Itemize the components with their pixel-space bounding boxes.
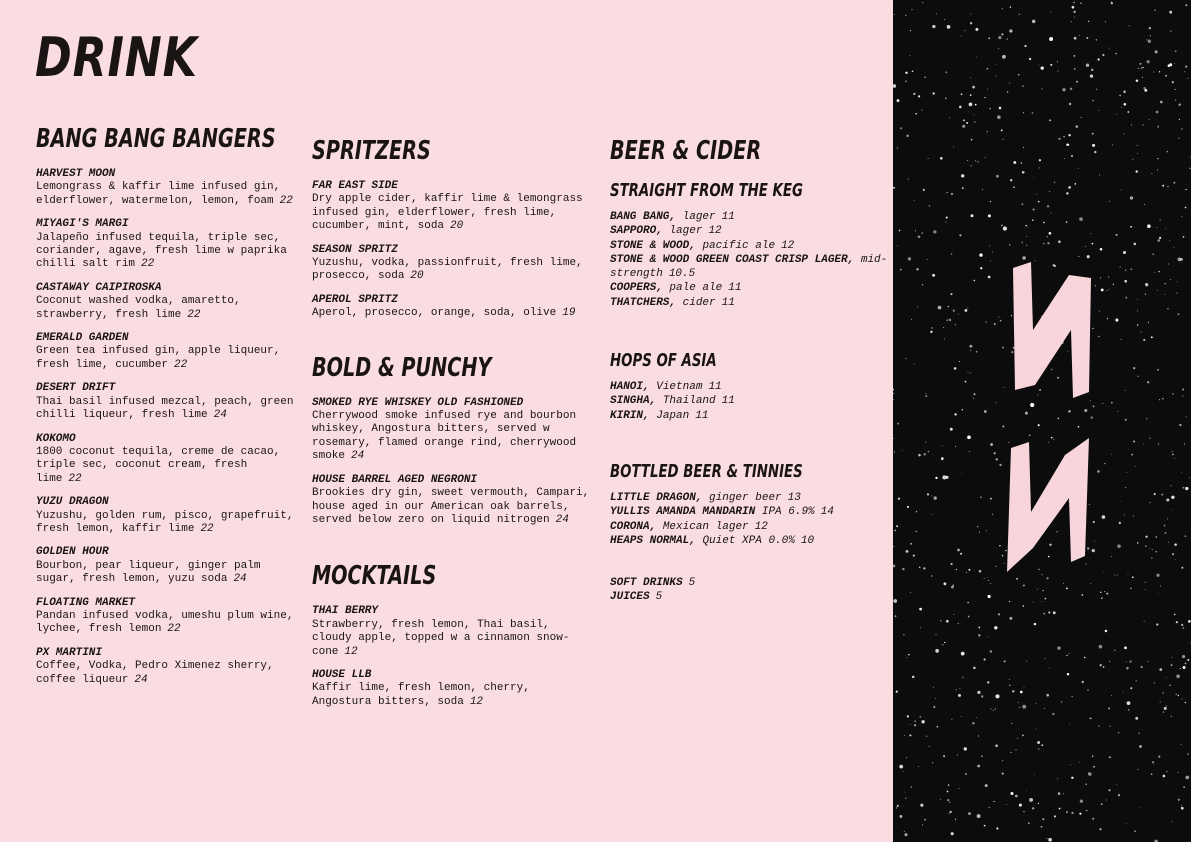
beer-price: 11 [695,409,709,422]
beer-name: LITTLE DRAGON, [610,491,703,504]
side-panel [893,0,1191,842]
beer-style: Mexican lager [662,520,749,533]
menu-item [36,597,296,637]
item-name: PX MARTINI [36,646,103,659]
beer-style: Quiet XPA 0.0% [702,534,795,547]
beer-item [610,505,888,519]
item-name: MIYAGI'S MARGI [36,218,129,231]
item-description: Cherrywood smoke infused rye and bourbon whiskey, Angostura bitters, served w rosemary, flamed orange rind, cherrywood smoke [312,410,577,463]
menu-item [36,433,296,487]
item-description: Thai basil infused mezcal, peach, green chilli liqueur, fresh lime [36,395,294,422]
menu-item [312,180,592,234]
item-price: 22 [174,358,188,371]
subheading-bottled: BOTTLED BEER & TINNIES [610,460,803,482]
beer-item [610,296,888,310]
bangers-list [36,168,296,687]
menu-item [36,382,296,422]
item-name: SMOKED RYE WHISKEY OLD FASHIONED [312,396,524,409]
menu-item [312,397,592,464]
item-price: 22 [167,623,181,636]
beer-style: Japan [656,409,690,422]
item-price: 24 [213,409,227,422]
item-price: 22 [200,522,214,535]
menu-item [312,605,592,659]
item-name: DESERT DRIFT [36,382,116,395]
menu-item [36,282,296,322]
beer-name: THATCHERS, [610,296,677,309]
beer-name: SINGHA, [610,395,657,408]
subheading-keg: STRAIGHT FROM THE KEG [610,180,803,201]
item-name: GOLDEN HOUR [36,546,109,559]
beer-price: 10 [800,534,815,547]
beer-item [610,520,888,534]
other-item [610,590,888,604]
item-description: Coconut washed vodka, amaretto, strawberry, fresh lime [36,295,241,321]
item-name: APEROL SPRITZ [312,293,398,306]
item-description: Jalapeño infused tequila, triple sec, coriander, agave, fresh lime w paprika chilli salt rim [36,231,287,271]
subheading-hops-of-asia: HOPS OF ASIA [610,350,717,372]
item-name: YUZU DRAGON [36,496,109,509]
beer-item [610,210,888,224]
beer-item [610,534,888,548]
beer-price: 11 [728,282,742,295]
spritzers-list [312,180,592,321]
beer-name: HEAPS NORMAL, [610,534,696,547]
item-price: 22 [279,194,293,207]
section-heading-bold-punchy: BOLD & PUNCHY [312,352,492,383]
item-description: Yuzushu, golden rum, pisco, grapefruit, fresh lemon, kaffir lime [36,509,294,535]
beer-item [610,491,888,505]
item-price: 22 [187,308,201,321]
column-cocktails [36,124,296,697]
item-price: 24 [134,673,148,686]
spacer [610,423,888,461]
beer-style: lager [682,211,716,223]
beer-style: ginger beer [709,491,782,504]
beer-style: pacific ale [702,239,776,252]
other-price: 5 [655,591,663,604]
item-description: Brookies dry gin, sweet vermouth, Campari, house aged in our American oak barrels, served below zero on liquid nitrogen [312,487,590,526]
item-description: Aperol, prosecco, orange, soda, olive [312,307,557,320]
item-name: FLOATING MARKET [36,596,136,609]
item-name: SEASON SPRITZ [312,243,398,256]
menu-item [312,244,592,284]
beer-item [610,409,888,423]
item-price: 24 [233,573,247,586]
item-description: Strawberry, fresh lemon, Thai basil, cloudy apple, topped w a cinnamon snow-cone [312,618,570,658]
beer-price: 11 [708,381,722,394]
page-title: DRINK [35,26,198,89]
item-description: Yuzushu, vodka, passionfruit, fresh lime, prosecco, soda [312,257,583,283]
beer-price: 13 [787,491,801,504]
beer-price: 11 [721,296,735,309]
beer-style: lager [669,225,703,238]
item-price: 24 [555,513,569,526]
beer-name: CORONA, [610,520,657,533]
item-name: EMERALD GARDEN [36,332,129,345]
item-price: 12 [344,645,358,658]
item-name: THAI BERRY [312,605,379,618]
beer-name: KIRIN, [610,409,650,422]
item-description: 1800 coconut tequila, creme de cacao, triple sec, coconut cream, fresh lime [36,445,281,485]
beer-style: Vietnam [656,381,703,394]
beer-style: mid-strength [610,253,888,281]
mocktails-list [312,605,592,709]
bold-punchy-list [312,397,592,528]
double-lightning-logo-icon [893,0,1191,842]
other-drinks-list [610,576,888,605]
beer-name: HANOI, [610,381,650,394]
other-name: SOFT DRINKS [610,577,683,590]
item-name: CASTAWAY CAIPIROSKA [36,281,162,294]
item-price: 22 [68,472,82,485]
menu-item [36,647,296,687]
beer-name: BANG BANG, [610,211,677,223]
item-name: HOUSE BARREL AGED NEGRONI [312,473,478,486]
item-description: Bourbon, pear liqueur, ginger palm sugar, fresh lemon, yuzu soda [36,559,261,586]
beer-name: YULLIS AMANDA MANDARIN [610,506,756,519]
other-item [610,576,888,590]
beer-name: SAPPORO, [610,225,663,238]
menu-item [36,496,296,536]
beer-item [610,224,888,238]
beer-item [610,394,888,408]
item-price: 12 [469,695,484,708]
section-heading-bang-bang-bangers: BANG BANG BANGERS [36,124,276,154]
section-heading-mocktails: MOCKTAILS [312,561,437,592]
item-price: 22 [141,258,155,271]
item-name: HARVEST MOON [36,168,116,180]
menu-item [312,669,592,709]
beer-style: pale ale [669,282,723,295]
beer-price: 11 [721,395,735,408]
item-price: 24 [351,450,365,463]
menu-item [36,218,296,272]
item-description: Pandan infused vodka, umeshu plum wine, lychee, fresh lemon [36,609,294,636]
item-description: Lemongrass & kaffir lime infused gin, elderflower, watermelon, lemon, foam [36,181,281,207]
lightning-bolt-upper [1013,262,1091,398]
item-description: Kaffir lime, fresh lemon, cherry, Angostura bitters, soda [312,682,530,708]
item-name: FAR EAST SIDE [312,180,398,192]
column-beer-cider [610,136,888,605]
item-description: Green tea infused gin, apple liqueur, fresh lime, cucumber [36,345,281,371]
keg-list [610,210,888,310]
other-name: JUICES [610,591,650,604]
item-description: Dry apple cider, kaffir lime & lemongrass infused gin, elderflower, fresh lime, cucumber, mint, soda [312,193,583,233]
beer-price: 10.5 [668,268,696,281]
beer-price: 12 [708,225,722,238]
beer-price: 12 [781,239,795,252]
menu-item [36,168,296,208]
item-description: Coffee, Vodka, Pedro Ximenez sherry, coffee liqueur [36,660,274,686]
column-spritzers [312,136,592,719]
beer-price: 11 [721,211,735,223]
beer-name: COOPERS, [610,282,663,295]
spacer [610,310,888,350]
item-price: 19 [562,307,576,320]
item-price: 20 [410,270,424,283]
beer-price: 12 [754,520,768,533]
beer-item [610,239,888,253]
item-name: HOUSE LLB [312,668,372,681]
menu-item [36,332,296,372]
menu-item [36,546,296,586]
beer-item [610,253,888,282]
section-heading-spritzers: SPRITZERS [312,136,431,166]
beer-price: 14 [820,506,834,519]
hops-list [610,380,888,423]
beer-style: cider [682,296,716,309]
item-price: 20 [450,220,464,233]
spacer [312,331,592,353]
beer-style: IPA 6.9% [761,506,815,519]
menu-item [312,294,592,321]
beer-name: STONE & WOOD, [610,239,696,252]
beer-item [610,281,888,295]
bottled-list [610,491,888,548]
beer-style: Thailand [662,395,716,408]
spacer [312,537,592,561]
other-price: 5 [688,577,696,590]
item-name: KOKOMO [36,432,76,445]
lightning-bolt-lower [1007,438,1089,572]
section-heading-beer-cider: BEER & CIDER [610,136,762,166]
menu-item [312,474,592,528]
spacer [610,548,888,576]
beer-name: STONE & WOOD GREEN COAST CRISP LAGER, [610,253,855,266]
beer-item [610,380,888,394]
